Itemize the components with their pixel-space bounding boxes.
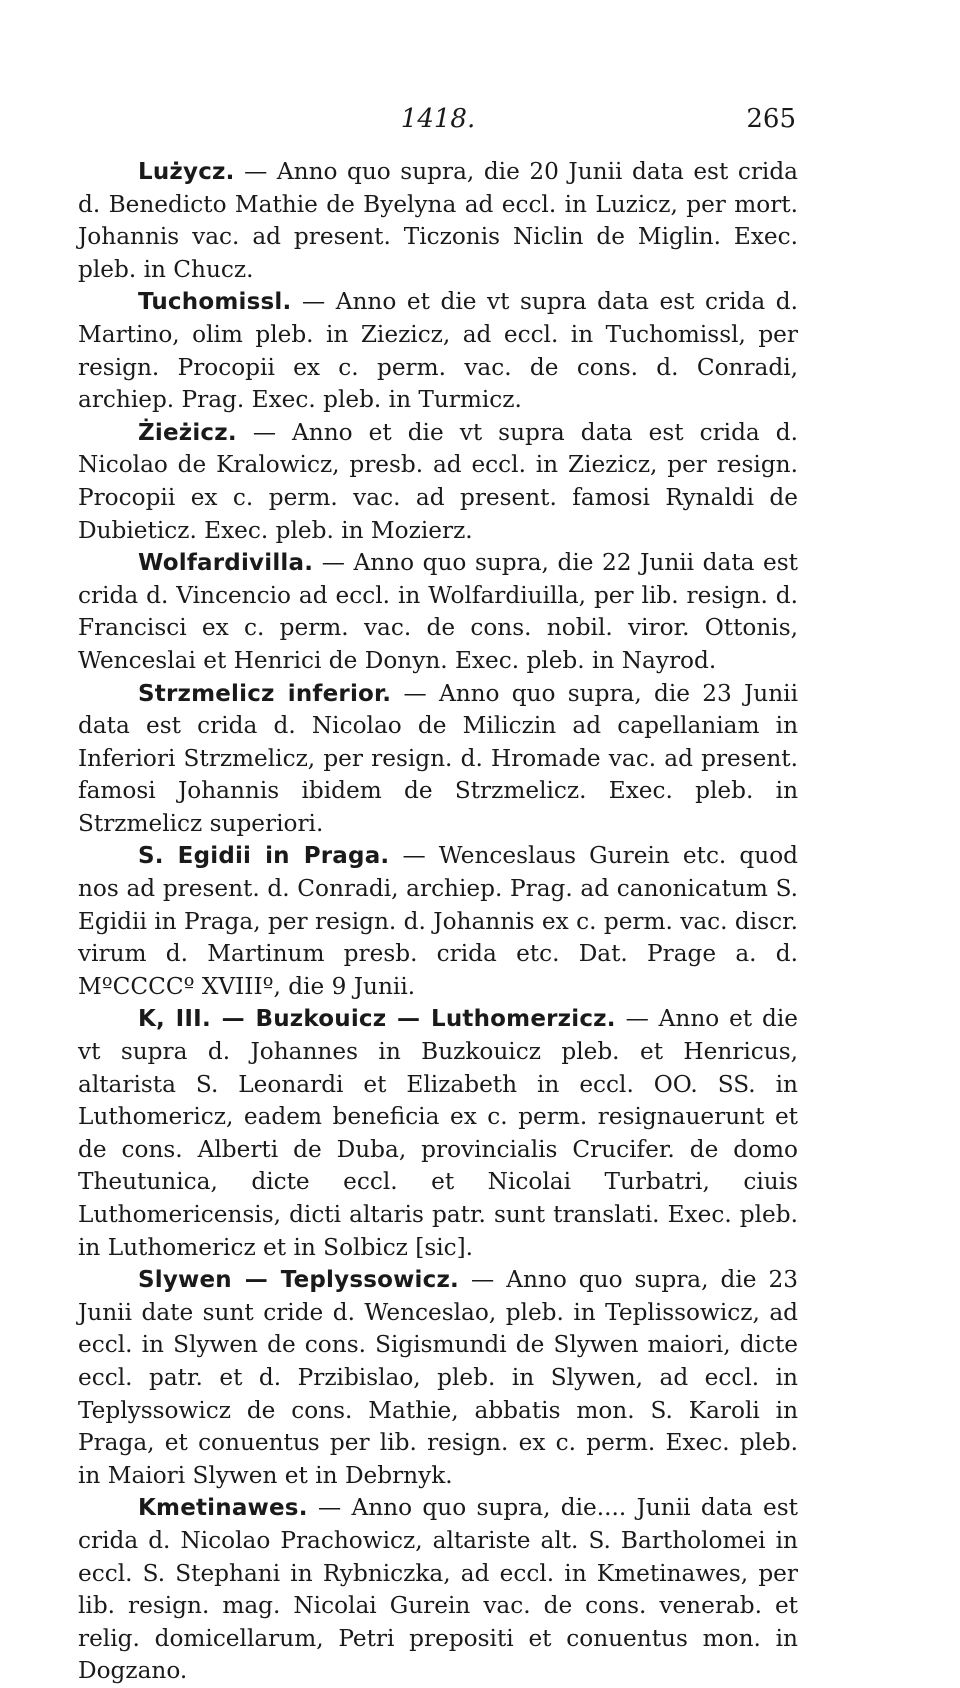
entry-text: — Anno et die vt supra data est crida d. Nicolao de Kralowicz, presb. ad eccl. in Ziezicz, per resign. Procopii ex c. perm. vac. ad present. famosi Rynaldi de Dubieticz. Exec. pleb. in Mozierz. — [78, 418, 798, 544]
entry-text: — Anno et die vt supra data est crida d. Martino, olim pleb. in Ziezicz, ad eccl. in Tuchomissl, per resign. Procopii ex c. perm. vac. de cons. d. Conradi, archiep. Prag. Exec. pleb. in Turmicz. — [78, 288, 798, 414]
entry-tuchomissl — [78, 286, 798, 416]
page-number: 265 — [746, 104, 796, 134]
running-title: 1418. — [400, 104, 476, 134]
entry-heading: Tuchomissl. — [138, 289, 292, 316]
entry-s-egidii-in-praga — [78, 840, 798, 1003]
entry-heading: Strzmelicz inferior. — [138, 680, 392, 707]
entry-text: — Wenceslaus Gurein etc. quod nos ad present. d. Conradi, archiep. Prag. ad canonicatum S. Egidii in Praga, per resign. d. Johannis ex c. perm. vac. discr. virum d. Martinum presb. crida etc. Dat. Prage a. d. MºCCCCº XVIIIº, die 9 Junii. — [78, 842, 798, 1000]
entry-text: — Anno et die vt supra d. Johannes in Buzkouicz pleb. et Henricus, altarista S. Leonardi et Elizabeth in eccl. OO. SS. in Luthomericz, eadem beneficia ex c. perm. resignauerunt et de cons. Alberti de Duba, provincialis Crucifer. de domo Theutunica, dicte eccl. et Nicolai Turbatri, ciuis Luthomericensis, dicti altaris patr. sunt translati. Exec. pleb. in Luthomericz et in Solbicz [sic]. — [78, 1005, 798, 1261]
entry-text: — Anno quo supra, die 22 Junii data est crida d. Vincencio ad eccl. in Wolfardiuilla, per lib. resign. d. Francisci ex c. perm. vac. de cons. nobil. viror. Ottonis, Wenceslai et Henrici de Donyn. Exec. pleb. in Nayrod. — [78, 549, 798, 674]
entry-wolfardivilla — [78, 547, 798, 677]
entry-luzycz — [78, 156, 798, 286]
entry-heading: Kmetinawes. — [138, 1495, 308, 1522]
running-head — [78, 100, 798, 140]
entry-text: — Anno quo supra, die 20 Junii data est crida d. Benedicto Mathie de Byelyna ad eccl. in Luzicz, per mort. Johannis vac. ad present. Ticzonis Niclin de Miglin. Exec. pleb. in Chucz. — [78, 158, 798, 283]
entry-heading: S. Egidii in Praga. — [138, 843, 390, 870]
entry-heading: K, III. — Buzkouicz — Luthomerzicz. — [138, 1006, 616, 1033]
entry-heading: Wolfardivilla. — [138, 550, 314, 577]
entry-heading: Slywen — Teplyssowicz. — [138, 1267, 459, 1294]
entry-slywen-teplyssowicz — [78, 1264, 798, 1492]
entry-list — [78, 156, 798, 1688]
entry-text: — Anno quo supra, die.... Junii data est crida d. Nicolao Prachowicz, altariste alt. S. Bartholomei in eccl. S. Stephani in Rybniczka, ad eccl. in Kmetinawes, per lib. resign. mag. Nicolai Gurein vac. de cons. venerab. et relig. domicellarum, Petri prepositi et conuentus mon. in Dogzano. — [78, 1494, 798, 1685]
entry-strzmelicz-inferior — [78, 678, 798, 841]
entry-buzkouicz-luthomerzicz — [78, 1003, 798, 1264]
entry-kmetinawes — [78, 1492, 798, 1688]
entry-ziezicz — [78, 417, 798, 547]
entry-text: — Anno quo supra, die 23 Junii date sunt cride d. Wenceslao, pleb. in Teplissowicz, ad eccl. in Slywen de cons. Sigismundi de Slywen maiori, dicte eccl. patr. et d. Przibislao, pleb. in Slywen, ad eccl. in Teplyssowicz de cons. Mathie, abbatis mon. S. Karoli in Praga, et conuentus per lib. resign. ex c. perm. Exec. pleb. in Maiori Slywen et in Debrnyk. — [78, 1266, 798, 1489]
entry-text: — Anno quo supra, die 23 Junii data est crida d. Nicolao de Miliczin ad capellaniam in Inferiori Strzmelicz, per resign. d. Hromade vac. ad present. famosi Johannis ibidem de Strzmelicz. Exec. pleb. in Strzmelicz superiori. — [78, 679, 798, 837]
entry-heading: Lużycz. — [138, 159, 235, 185]
entry-heading: Żieżicz. — [138, 419, 237, 446]
